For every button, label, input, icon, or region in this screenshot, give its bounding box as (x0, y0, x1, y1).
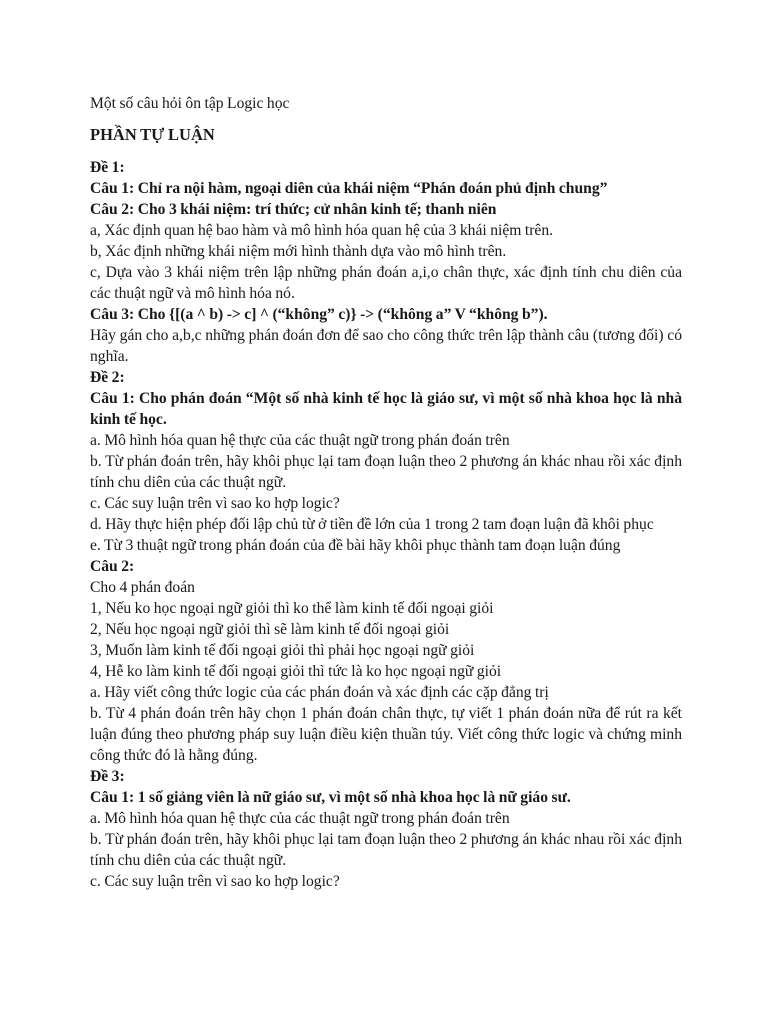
part-title: PHẦN TỰ LUẬN (90, 125, 215, 144)
section-heading: Đề 2: (90, 369, 125, 386)
text-line: a, Xác định quan hệ bao hàm và mô hình hóa quan hệ của 3 khái niệm trên. (90, 222, 554, 239)
question-line: Câu 3: Cho {[(a ^ b) -> c] ^ (“không” c)} -> (“không a” V “không b”). (90, 306, 548, 323)
text-line: 3, Muốn làm kinh tế đối ngoại giỏi thì phải học ngoại ngữ giỏi (90, 642, 475, 659)
text-line: c. Các suy luận trên vì sao ko hợp logic? (90, 495, 340, 512)
section-heading: Đề 1: (90, 159, 125, 176)
text-line: a. Mô hình hóa quan hệ thực của các thuật ngữ trong phán đoán trên (90, 810, 510, 827)
text-line: a. Mô hình hóa quan hệ thực của các thuật ngữ trong phán đoán trên (90, 432, 510, 449)
text-line: b. Từ 4 phán đoán trên hãy chọn 1 phán đoán chân thực, tự viết 1 phán đoán nữa để rút ra kết luận đúng theo phương pháp suy luận điều kiện thuần túy. Viết công thức logic và chứng minh công thức đó là hằng đúng. (90, 705, 682, 764)
text-line: 4, Hễ ko làm kinh tế đối ngoại giỏi thì tức là ko học ngoại ngữ giỏi (90, 663, 502, 680)
question-line: Câu 2: (90, 558, 135, 575)
text-line: a. Hãy viết công thức logic của các phán đoán và xác định các cặp đẳng trị (90, 684, 549, 701)
document-body (90, 93, 682, 892)
question-line: Câu 2: Cho 3 khái niệm: trí thức; cử nhân kinh tế; thanh niên (90, 201, 497, 218)
text-line: 1, Nếu ko học ngoại ngữ giỏi thì ko thể làm kinh tế đối ngoại giỏi (90, 600, 494, 617)
text-line: b. Từ phán đoán trên, hãy khôi phục lại tam đoạn luận theo 2 phương án khác nhau rồi xác định tính chu diên của các thuật ngữ. (90, 453, 682, 491)
text-line: c. Các suy luận trên vì sao ko hợp logic? (90, 873, 340, 890)
text-line: e. Từ 3 thuật ngữ trong phán đoán của đề bài hãy khôi phục thành tam đoạn luận đúng (90, 537, 621, 554)
text-line: c, Dựa vào 3 khái niệm trên lập những phán đoán a,i,o chân thực, xác định tính chu diên của các thuật ngữ và mô hình hóa nó. (90, 264, 682, 302)
document-title: Một số câu hỏi ôn tập Logic học (90, 95, 290, 112)
text-line: Hãy gán cho a,b,c những phán đoán đơn để sao cho công thức trên lập thành câu (tương đối) có nghĩa. (90, 327, 682, 365)
text-line: d. Hãy thực hiện phép đối lập chủ từ ở tiền đề lớn của 1 trong 2 tam đoạn luận đã khôi phục (90, 516, 654, 533)
text-line: b, Xác định những khái niệm mới hình thành dựa vào mô hình trên. (90, 243, 507, 260)
sections-container (90, 157, 682, 892)
text-line: b. Từ phán đoán trên, hãy khôi phục lại tam đoạn luận theo 2 phương án khác nhau rồi xác định tính chu diên của các thuật ngữ. (90, 831, 682, 869)
section-heading: Đề 3: (90, 768, 125, 785)
text-line: 2, Nếu học ngoại ngữ giỏi thì sẽ làm kinh tế đối ngoại giỏi (90, 621, 450, 638)
question-line: Câu 1: Cho phán đoán “Một số nhà kinh tế học là giáo sư, vì một số nhà khoa học là nhà kinh tế học. (90, 390, 682, 428)
text-line: Cho 4 phán đoán (90, 579, 195, 596)
question-line: Câu 1: 1 số giảng viên là nữ giáo sư, vì một số nhà khoa học là nữ giáo sư. (90, 789, 571, 806)
question-line: Câu 1: Chỉ ra nội hàm, ngoại diên của khái niệm “Phán đoán phủ định chung” (90, 180, 608, 197)
